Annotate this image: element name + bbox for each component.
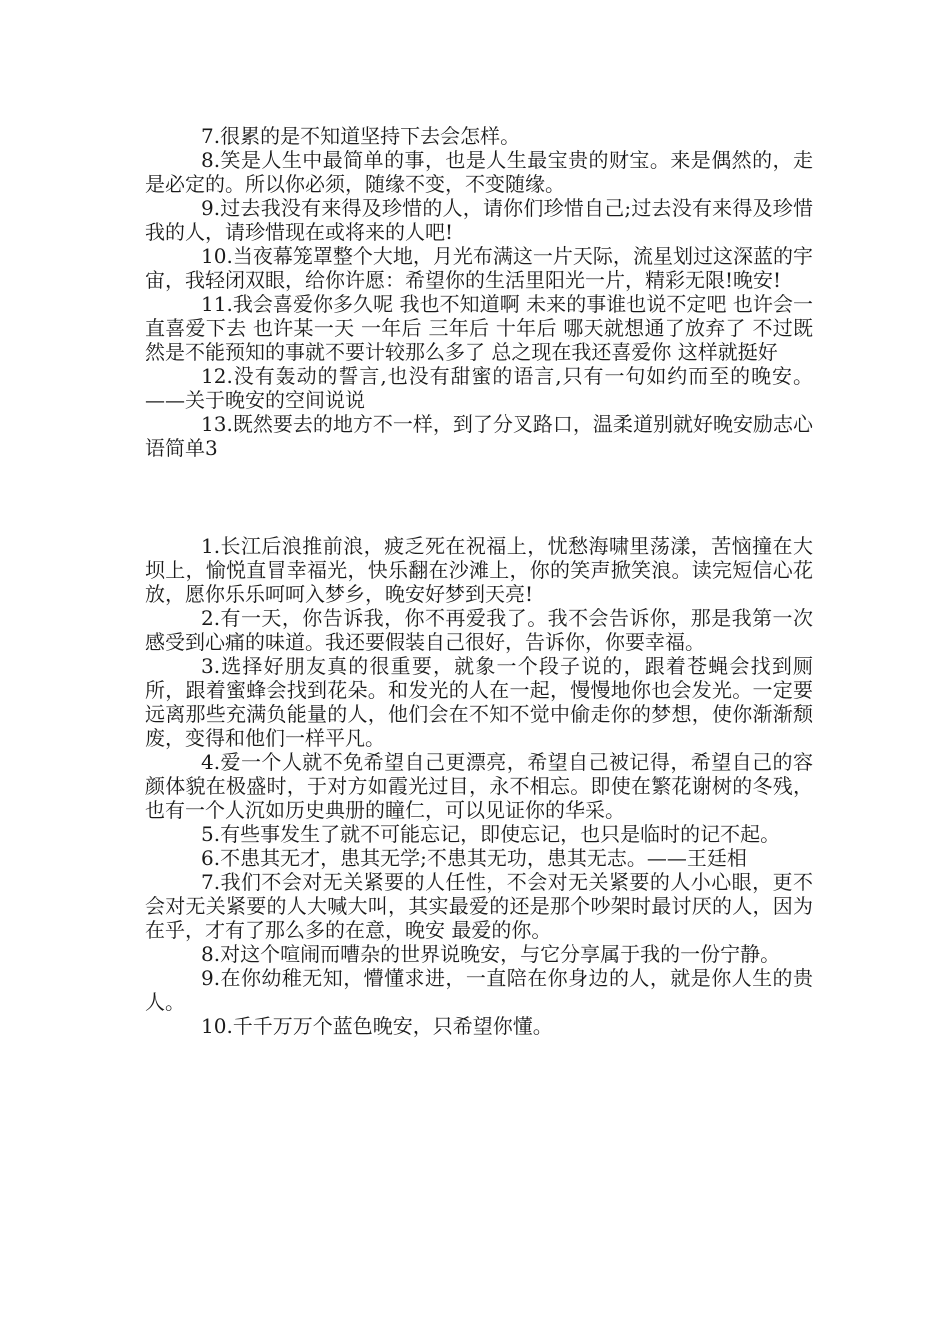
paragraph-s2-8: 8.对这个喧闹而嘈杂的世界说晚安，与它分享属于我的一份宁静。	[201, 942, 781, 966]
paragraph-s2-4: 4.爱一个人就不免希望自己更漂亮，希望自己被记得，希望自己的容颜体貌在极盛时，于对方如霞光过目，永不相忘。即使在繁花谢树的冬残，也有一个人沉如历史典册的瞳仁，可以见证你的华采。	[145, 750, 813, 822]
paragraph-s1-13: 13.既然要去的地方不一样，到了分叉路口，温柔道别就好晚安励志心语简单3	[145, 412, 813, 460]
paragraph-s1-9: 9.过去我没有来得及珍惜的人，请你们珍惜自己;过去没有来得及珍惜我的人，请珍惜现在或将来的人吧!	[145, 196, 813, 244]
paragraph-s2-5: 5.有些事发生了就不可能忘记，即使忘记，也只是临时的记不起。	[201, 822, 781, 846]
paragraph-s2-2: 2.有一天，你告诉我，你不再爱我了。我不会告诉你，那是我第一次感受到心痛的味道。我还要假装自己很好，告诉你，你要幸福。	[145, 606, 813, 654]
paragraph-s1-11: 11.我会喜爱你多久呢 我也不知道啊 未来的事谁也说不定吧 也许会一直喜爱下去 也许某一天 一年后 三年后 十年后 哪天就想通了放弃了 不过既然是不能预知的事就不要计较那么多了 总之现在我还喜爱你 这样就挺好	[145, 292, 813, 364]
paragraph-s2-7: 7.我们不会对无关紧要的人任性，不会对无关紧要的人小心眼，更不会对无关紧要的人大喊大叫，其实最爱的还是那个吵架时最讨厌的人，因为在乎，才有了那么多的在意，晚安 最爱的你。	[145, 870, 813, 942]
paragraph-s2-10: 10.千千万万个蓝色晚安，只希望你懂。	[201, 1014, 553, 1038]
paragraph-s2-6: 6.不患其无才，患其无学;不患其无功，患其无志。——王廷相	[201, 846, 747, 870]
paragraph-s2-3: 3.选择好朋友真的很重要，就象一个段子说的，跟着苍蝇会找到厕所，跟着蜜蜂会找到花朵。和发光的人在一起，慢慢地你也会发光。一定要远离那些充满负能量的人，他们会在不知不觉中偷走你的梦想，使你渐渐颓废，变得和他们一样平凡。	[145, 654, 813, 750]
paragraph-s1-7: 7.很累的是不知道坚持下去会怎样。	[201, 124, 521, 148]
paragraph-s2-1: 1.长江后浪推前浪，疲乏死在祝福上，忧愁海啸里荡漾，苦恼撞在大坝上，愉悦直冒幸福光，快乐翻在沙滩上，你的笑声掀笑浪。读完短信心花放，愿你乐乐呵呵入梦乡，晚安好梦到天亮!	[145, 534, 813, 606]
paragraph-s1-8: 8.笑是人生中最简单的事，也是人生最宝贵的财宝。来是偶然的，走是必定的。所以你必须，随缘不变，不变随缘。	[145, 148, 813, 196]
document-page	[145, 124, 813, 1038]
paragraph-s1-12: 12.没有轰动的誓言,也没有甜蜜的语言,只有一句如约而至的晚安。——关于晚安的空间说说	[145, 364, 813, 412]
paragraph-s2-9: 9.在你幼稚无知，懵懂求进，一直陪在你身边的人，就是你人生的贵人。	[145, 966, 813, 1014]
section-gap	[145, 460, 813, 534]
paragraph-s1-10: 10.当夜幕笼罩整个大地，月光布满这一片天际，流星划过这深蓝的宇宙，我轻闭双眼，给你许愿：希望你的生活里阳光一片，精彩无限!晚安!	[145, 244, 813, 292]
